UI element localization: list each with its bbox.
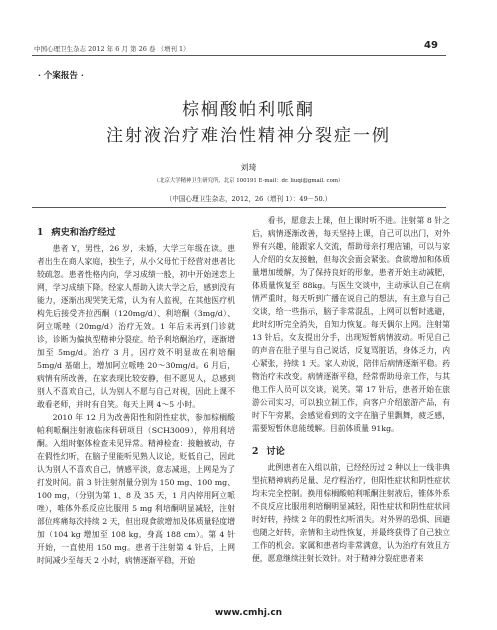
left-column <box>37 224 235 567</box>
heading-number: 2 <box>252 446 259 457</box>
case-paragraph-3: 看书，愿意去上课，但上课时听不进。注射第 8 针之后，病情逐渐改善，每天坚持上课，自己可以出门，对外界有兴趣，能跟家人交流，帮助母亲打理店铺，可以与家人介绍的女友接触，但每次会面会紧张。食欲增加和体质量增加缓解，为了保持良好的形象，患者开始主动减肥，体质量恢复至 88kg。与医生交谈中，主动承认自己在病情严重时，每天听到广播在说自己的想法，有主意与自己交谈，给一些指示，脑子非常混乱，上网可以暂时逃避，此时幻听完全消失，自知力恢复。每天偶尔上网。注射第 13 针后，女友提出分手，出现短暂病情波动。听见自己的声音在肚子里与自己说话，反复骂脏话，身体乏力，内心紧张，持续 1 天。家人劝说，陪伴后病情逐渐平稳。药物治疗未改变。病情逐渐平稳，经常帮助母亲工作，与其他工作人员可以交谈，说笑。第 17 针后，患者开始在旅游公司实习，可以独立制工作，向客户介绍旅游产品，有时下午旁累，会感觉看到的文字在脑子里飘舞，疲乏感，需要短暂休息能缓解。目前体质量 91kg。 <box>252 216 450 433</box>
section-heading-discussion <box>252 443 450 461</box>
discussion-paragraph: 此例患者在入组以前，已经经历过 2 种以上一线非典型抗精神病药足量、足疗程治疗，但阳性症状和阴性症状均未完全控制。换用棕榈酸帕利哌酮注射液后，锥体外系不良反应比服用利培酮明显减轻，阳性症状和阴性症状同时好转，持续 2 年的假性幻听消失。对外界的恐惧、回避也随之好转，亲情和主动性恢复，并最终获得了自己独立工作的机会。家属和患者均非常满意，认为治疗有效且方便，愿意继续注射长效针。对于精神分裂症患者来 <box>252 463 450 563</box>
abstract-divider <box>32 207 446 208</box>
right-column <box>252 214 450 565</box>
heading-number: 1 <box>37 227 44 238</box>
case-paragraph-2: 2010 年 12 月为改善阳性和阴性症状，参加棕榈酸帕利哌酮注射液临床科研项目（SCH3009），停用利培酮。入组时躯体检查未见异常。精神检查：接触被动，存在假性幻听，在脑子里能听见熟人议论，贬低自己，因此认为别人不喜欢自己，情感平淡，意志减退，上网是为了打发时间。前 3 针注射剂量分别为 150 mg、100 mg、100 mg，（分别为第 1、8 及 35 天，1 月内停用阿立哌唑），唯体外系反应比服用 5 mg 利培酮明显减轻，注射部位疼痛每次持续 2 天，但出现食欲增加及体质量轻度增加（104 kg 增加至 108 kg，身高 188 cm）。第 4 针开始，一直使用 150 mg。患者于注射第 4 针后，上网时间减少至每天 2 小时，病情逐渐平稳，开始 <box>37 413 235 565</box>
header-rule <box>32 55 446 56</box>
author-affiliation: （北京大学精神卫生研究所，北京 100191 E-mail：dr. liuqi@gmail. com） <box>153 178 344 184</box>
heading-text: 病史和治疗经过 <box>51 227 116 238</box>
author-name: 刘琦 <box>240 163 257 172</box>
citation-line: （中国心理卫生杂志，2012，26（增刊 1）：49－50.） <box>165 195 332 203</box>
page-number: 49 <box>424 40 438 51</box>
journal-header: 中国心理卫生杂志 2012 年 6 月 第 26 卷 （增刊 1） <box>34 45 190 53</box>
case-paragraph-1: 患者 Y，男性，26 岁，未婚，大学三年级在读。患者出生在商人家庭，独生子，从小父母忙于经营对患者比较疏忽。患者性格内向，学习成绩一般，初中开始迷恋上网，学习成绩下降。经家人帮助入读大学之后，感到没有能力，逐渐出现哭笑无常，认为有人监视，在其他医疗机构先后接受齐拉西酮（120mg/d）、利培酮（3mg/d）、阿立哌唑（20mg/d）治疗无效。1 年后未再到门诊就诊，诊断为偏执型精神分裂症。给予利培酮治疗，逐渐增加至 5mg/d。治疗 3 月，因疗效不明显故在利培酮 5mg/d 基础上，增加阿立哌唑 20～30mg/d。6 月后，病情有所改善，在家表现比较安静，但不愿见人，总感到别人不喜欢自己，认为别人不愿与自己对视，因此上课不敢看老师，并时有自笑。每天上网 4～5 小时。 <box>37 244 235 409</box>
article-title-line-2: 注射液治疗难治性精神分裂症一例 <box>106 126 391 146</box>
watermark-url: www.cmhj.cn <box>214 608 283 618</box>
article-title-line-1: 棕榈酸帕利哌酮 <box>182 100 315 120</box>
heading-text: 讨论 <box>266 446 285 457</box>
section-heading-history <box>37 224 235 242</box>
section-label: · 个案报告 · <box>38 71 84 81</box>
